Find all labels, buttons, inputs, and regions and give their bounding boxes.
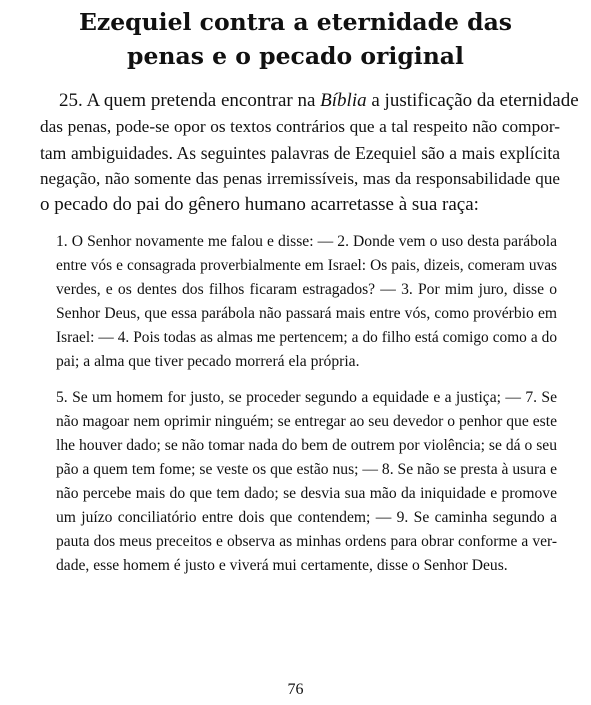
quote1-line-4: Senhor Deus, que essa parábola não passará mais entre vós, como provérbio em (56, 305, 557, 322)
intro-line-3: tam ambiguidades. As seguintes palavras de Ezequiel são a mais explícita (40, 143, 560, 163)
quote2-line-8: dade, esse homem é justo e viverá mui certamente, disse o Senhor Deus. (56, 557, 508, 574)
intro-line-4: negação, não somente das penas irremissíveis, mas da responsabilidade que (40, 169, 560, 188)
quote-block-1 (56, 230, 557, 374)
quote-block-2 (56, 386, 557, 578)
quote1-line-3: verdes, e os dentes dos filhos ficaram estragados? — 3. Por mim juro, disse o (56, 281, 557, 298)
intro-line-5: o pecado do pai do gênero humano acarretasse à sua raça: (40, 194, 479, 215)
quote1-line-2: entre vós e consagrada proverbialmente em Israel: Os pais, dizeis, comeram uvas (56, 257, 557, 274)
quote2-line-4: pão a quem tem fome; se veste os que estão nus; — 8. Se não se presta à usura e (56, 461, 557, 478)
quote1-line-1: 1. O Senhor novamente me falou e disse: — 2. Donde vem o uso desta parábola (56, 233, 557, 250)
quote2-line-1: 5. Se um homem for justo, se proceder segundo a equidade e a justiça; — 7. Se (56, 389, 557, 406)
chapter-title-line-1: Ezequiel contra a eternidade das (78, 8, 513, 36)
intro-line-1 (40, 88, 579, 114)
chapter-title-line-2: penas e o pecado original (127, 42, 464, 70)
intro-emphasis-biblia: Bíblia (320, 90, 367, 111)
quote2-line-6: um juízo conciliatório entre dois que contendem; — 9. Se caminha segundo a (56, 509, 557, 526)
chapter-title (40, 5, 551, 73)
intro-line-2: das penas, pode-se opor os textos contrários que a tal respeito não compor- (40, 117, 560, 136)
quote2-line-5: não percebe mais do que tem dado; se desvia sua mão da iniquidade e promove (56, 485, 557, 502)
page-number: 76 (287, 681, 304, 698)
intro-paragraph (40, 88, 579, 218)
paragraph-number: 25. (59, 90, 83, 111)
intro-text-before: A quem pretenda encontrar na (82, 90, 321, 111)
quote2-line-3: lhe houver dado; se não tomar nada do bem de outrem por violência; se dá o seu (56, 437, 557, 454)
intro-text-after: a justificação da eternidade (366, 90, 579, 111)
quote2-line-7: pauta dos meus preceitos e observa as minhas ordens para obrar conforme a ver- (56, 533, 557, 550)
quote1-line-6: pai; a alma que tiver pecado morrerá ela própria. (56, 353, 360, 370)
quote2-line-2: não magoar nem oprimir ninguém; se entregar ao seu devedor o penhor que este (56, 413, 557, 430)
quote1-line-5: Israel: — 4. Pois todas as almas me pertencem; a do filho está comigo como a do (56, 329, 557, 346)
